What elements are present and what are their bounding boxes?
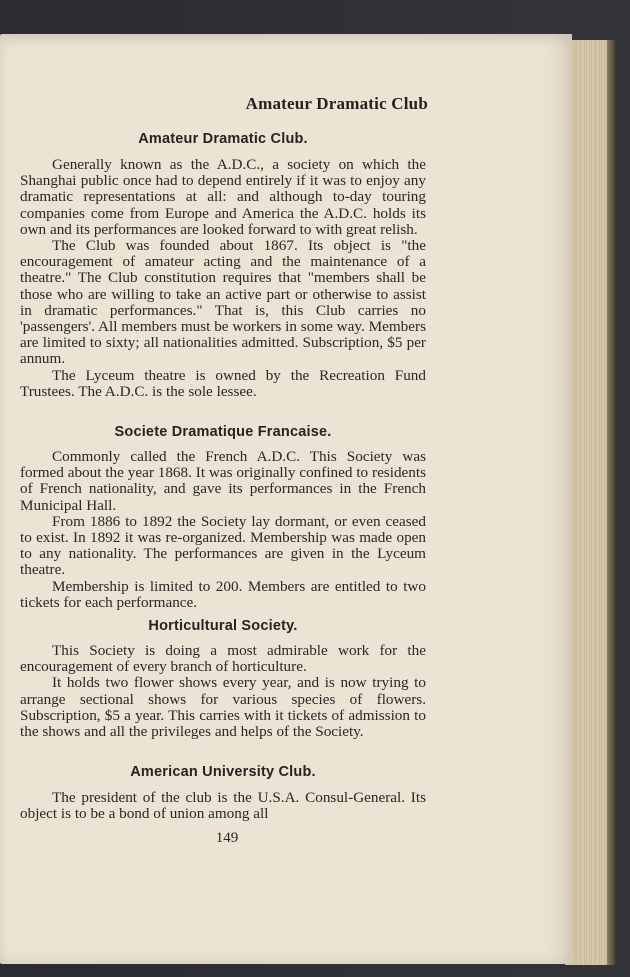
paragraph: From 1886 to 1892 the Society lay dormant, or even ceased to exist. In 1892 it was re-organized. Membership was made open to any nationality. The performances are given in the Lyceum theatre. — [20, 512, 426, 579]
section-body-american-university-club — [20, 790, 426, 822]
paragraph: The president of the club is the U.S.A. Consul-General. Its object is to be a bond of union among all — [20, 789, 426, 823]
paragraph: The Lyceum theatre is owned by the Recreation Fund Trustees. The A.D.C. is the sole lessee. — [20, 366, 426, 400]
section-heading-horticultural-society: Horticultural Society. — [148, 618, 298, 634]
page-number: 149 — [215, 830, 239, 846]
section-heading-amateur-dramatic-club: Amateur Dramatic Club. — [138, 131, 308, 147]
paragraph: Generally known as the A.D.C., a society on which the Shanghai public once had to depend entirely if it was to enjoy any dramatic representations at all: and although to-day touring companies come from Europe and America the A.D.C. holds its own and its performances are looked forward to with great relish. — [20, 156, 426, 238]
section-heading-american-university-club: American University Club. — [130, 764, 316, 780]
section-body-horticultural-society — [20, 643, 426, 740]
paragraph: The Club was founded about 1867. Its object is "the encouragement of amateur acting and the maintenance of a theatre." The Club constitution requires that "members shall be those who are willing to take an active part or otherwise to assist in dramatic performances." That is, this Club carries no 'passengers'. All members must be workers in some way. Members are limited to sixty; all nationalities admitted. Subscription, $5 per annum. — [20, 237, 426, 368]
running-head: Amateur Dramatic Club — [245, 94, 428, 113]
paragraph: Commonly called the French A.D.C. This Society was formed about the year 1868. It was originally confined to residents of French nationality, and gave its performances in the French Municipal Hall. — [20, 448, 426, 514]
section-heading-societe-dramatique: Societe Dramatique Francaise. — [114, 424, 332, 440]
paragraph: Membership is limited to 200. Members are entitled to two tickets for each performance. — [20, 577, 426, 611]
paragraph: It holds two flower shows every year, and is now trying to arrange sectional shows for various species of flowers. Subscription, $5 a year. This carries with it tickets of admission to the shows and all the privileges and helps of the Society. — [20, 674, 426, 741]
paragraph: This Society is doing a most admirable work for the encouragement of every branch of horticulture. — [20, 642, 426, 676]
section-body-amateur-dramatic-club — [20, 157, 426, 400]
page-edges — [565, 40, 615, 965]
section-body-societe-dramatique — [20, 449, 426, 611]
